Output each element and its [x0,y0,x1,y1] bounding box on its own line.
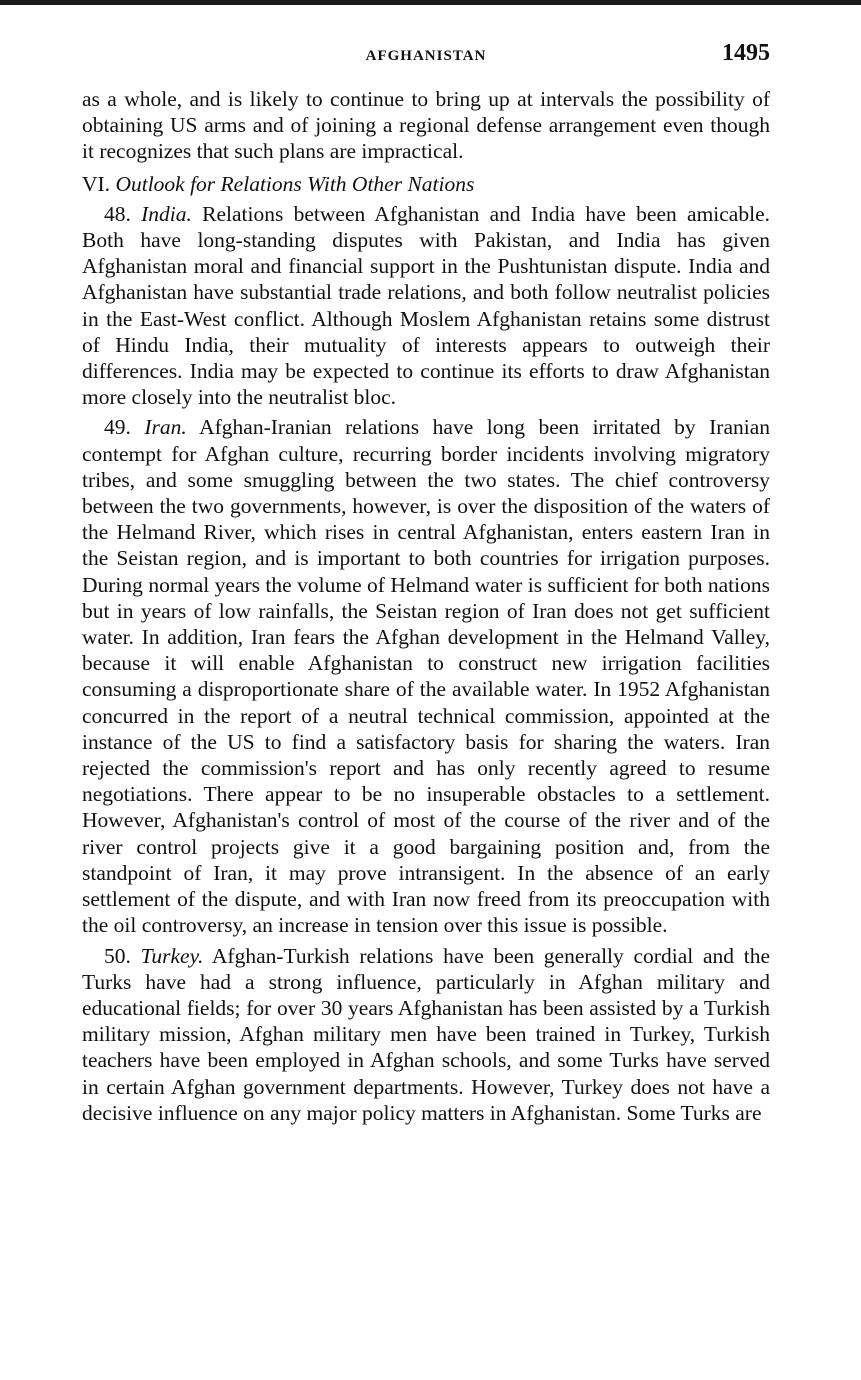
paragraph-text: Afghan-Turkish relations have been generally cordial and the Turks have had a strong influence, particularly in Afghan military and educational fields; for over 30 years Afghanistan has been assisted by a Turkish military mission, Afghan military men have been trained in Turkey, Turkish teachers have been employed in Afghan schools, and some Turks have served in certain Afghan government departments. However, Turkey does not have a decisive influence on any major policy matters in Afghanistan. Some Turks are [82,943,770,1125]
paragraph-number: 50. [104,943,131,968]
top-border-rule [0,0,861,5]
paragraph-50 [82,943,770,1126]
section-title: Outlook for Relations With Other Nations [115,171,475,196]
paragraph-title: Turkey. [140,943,204,968]
paragraph-49 [82,414,770,938]
paragraph-number: 49. [104,415,131,440]
continuation-paragraph: as a whole, and is likely to continue to bring up at intervals the possibility of obtaining US arms and of joining a regional defense arrangement even though it recognizes that such plans are impractical. [82,87,770,164]
page-header [82,40,770,72]
paragraph-text: Relations between Afghanistan and India have been amicable. Both have long-standing disputes with Pakistan, and India has given Afghanistan moral and financial support in the Pushtunistan dispute. India and Afghanistan have substantial trade relations, and both follow neutralist policies in the East-West conflict. Although Moslem Afghanistan retains some distrust of Hindu India, their mutuality of interests appears to outweigh their differences. India may be expected to continue its efforts to draw Afghanistan more closely into the neutralist bloc. [82,201,770,410]
section-number: VI. [82,171,111,196]
paragraph-number: 48. [104,201,131,226]
running-head: AFGHANISTAN [365,48,487,64]
page-number: 1495 [722,40,770,66]
paragraph-text: Afghan-Iranian relations have long been irritated by Iranian contempt for Afghan culture, recurring border incidents involving migratory tribes, and some smuggling between the two states. The chief controversy between the two governments, however, is over the disposition of the waters of the Helmand River, which rises in central Afghanistan, enters eastern Iran in the Seistan region, and is important to both countries for irrigation purposes. During normal years the volume of Helmand water is sufficient for both nations but in years of low rainfalls, the Seistan region of Iran does not get sufficient water. In addition, Iran fears the Afghan development in the Helmand Valley, because it will enable Afghanistan to construct new irrigation facilities consuming a disproportionate share of the available water. In 1952 Afghanistan concurred in the report of a neutral technical commission, appointed at the instance of the US to find a satisfactory basis for sharing the waters. Iran rejected the commission's report and has only recently agreed to resume negotiations. There appear to be no insuperable obstacles to a settlement. However, Afghanistan's control of most of the course of the river and of the river control projects give it a good bargaining position and, from the standpoint of Iran, it may prove intransigent. In the absence of an early settlement of the dispute, and with Iran now freed from its preoccupation with the oil controversy, an increase in tension over this issue is possible. [82,415,771,938]
section-heading [82,171,770,197]
paragraph-title: Iran. [144,415,187,440]
paragraph-48 [82,201,770,411]
paragraph-title: India. [141,201,192,226]
page-body [82,86,770,1130]
